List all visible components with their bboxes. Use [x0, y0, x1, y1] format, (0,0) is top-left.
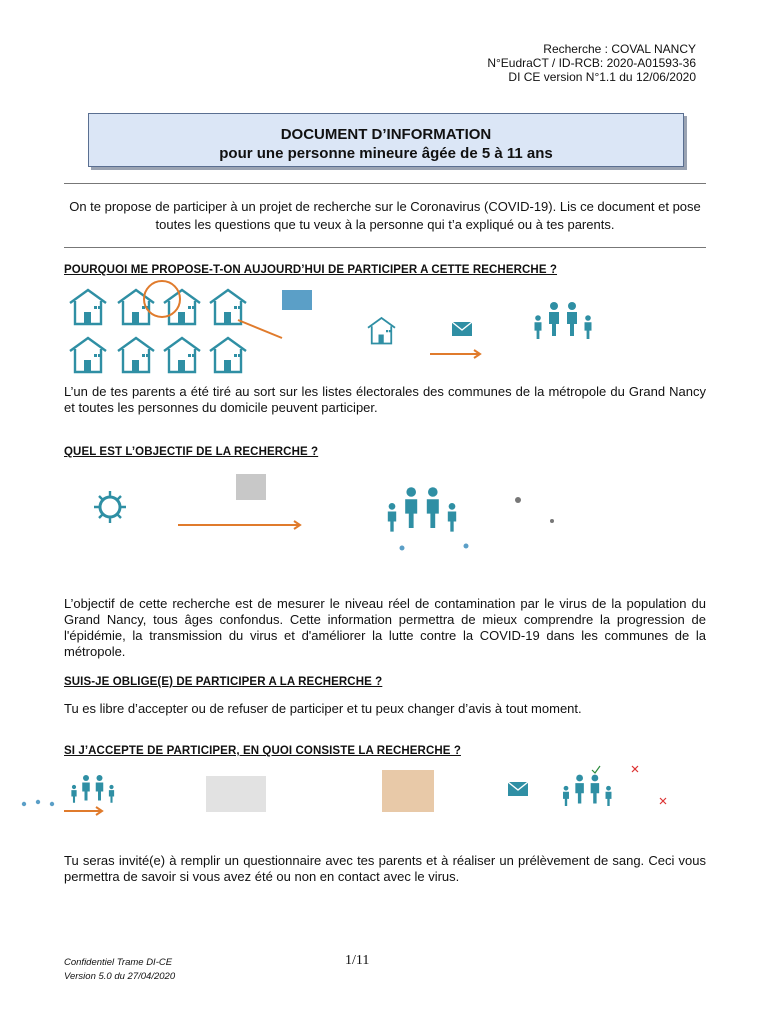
section-heading-obligation: SUIS-JE OBLIGE(E) DE PARTICIPER A LA RECHERCHE ?: [64, 676, 383, 688]
houses-icon: [70, 290, 246, 372]
title-line-2: pour une personne mineure âgée de 5 à 11 ans: [219, 145, 553, 162]
cross-icon: [632, 766, 638, 772]
family-icon: [71, 775, 114, 803]
section-text-objective: L’objectif de cette recherche est de mesurer le niveau réel de contamination par le virus de la population du Grand Nancy, tous âges confondus. Cette information permettra de mieux comprendre la progression de l'épidémie, la transmission du virus et d'améliorer la lutte contre la COVID-19 dans les communes de la métropole.: [64, 596, 706, 659]
virus-dot-icon: [36, 800, 40, 804]
section-text-obligation: Tu es libre d’accepter ou de refuser de participer et tu peux changer d’avis à tout moment.: [64, 701, 582, 716]
ballot-icon: [282, 290, 312, 310]
section-heading-why: POURQUOI ME PROPOSE-T-ON AUJOURD’HUI DE PARTICIPER A CETTE RECHERCHE ?: [64, 264, 558, 276]
arrow-icon: [430, 350, 480, 358]
page-number: 1/11: [345, 953, 370, 968]
blood-test-icon: [382, 770, 434, 812]
section-heading-procedure: SI J’ACCEPTE DE PARTICIPER, EN QUOI CONSISTE LA RECHERCHE ?: [64, 745, 461, 757]
section-text-procedure: Tu seras invité(e) à remplir un questionnaire avec tes parents et à réaliser un prélèvement de sang. Ceci vous permettra de savoir si vous avez été ou non en contact avec le virus.: [64, 853, 706, 884]
virus-dot-icon: [464, 544, 469, 549]
check-icon: [592, 766, 600, 773]
header-study: Recherche : COVAL NANCY: [543, 42, 696, 56]
virus-dot-icon: [22, 802, 26, 806]
virus-dot-icon: [50, 802, 54, 806]
virus-dot-icon: [550, 519, 554, 523]
virus-dot-icon: [515, 497, 521, 503]
title-line-1: DOCUMENT D’INFORMATION: [280, 126, 492, 143]
section-heading-objective: QUEL EST L’OBJECTIF DE LA RECHERCHE ?: [64, 446, 319, 458]
header-version: DI CE version N°1.1 du 12/06/2020: [508, 70, 696, 84]
arrow-icon: [178, 521, 300, 529]
questionnaire-icon: [206, 776, 266, 812]
cross-icon: [660, 798, 666, 804]
envelope-icon: [452, 322, 472, 336]
intro-text: On te propose de participer à un projet de recherche sur le Coronavirus (COVID-19). Lis ce document et pose toutes les questions que tu veux à la personne qui t’a expliqué ou à tes parents.: [69, 199, 701, 232]
family-icon: [388, 487, 456, 531]
footer-confidential: Confidentiel Trame DI-CE: [64, 957, 173, 968]
envelope-icon: [508, 782, 528, 796]
family-icon: [535, 302, 592, 339]
arrow-icon: [238, 320, 282, 338]
header-eudract: N°EudraCT / ID-RCB: 2020-A01593-36: [487, 56, 696, 70]
footer: [64, 956, 175, 984]
virus-dot-icon: [400, 546, 405, 551]
lab-sample-icon: [236, 474, 266, 500]
arrow-icon: [64, 807, 102, 815]
house-icon: [368, 318, 395, 344]
footer-version: Version 5.0 du 27/04/2020: [64, 971, 176, 982]
virus-icon: [94, 491, 126, 523]
family-icon: [563, 775, 611, 806]
section-text-why: L’un de tes parents a été tiré au sort sur les listes électorales des communes de la métropole du Grand Nancy et toutes les personnes du domicile peuvent participer.: [64, 384, 706, 415]
